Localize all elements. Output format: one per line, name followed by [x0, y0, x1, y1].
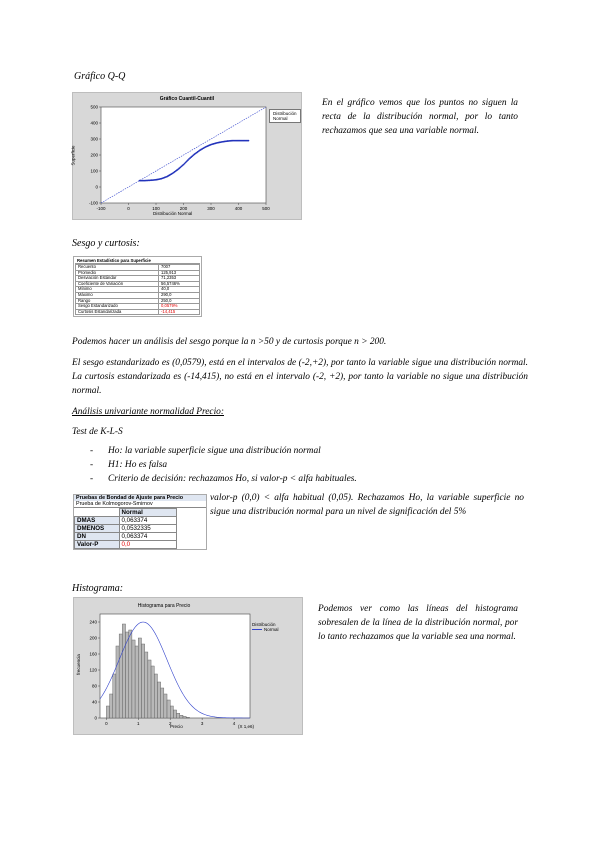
- hist-bar: [141, 644, 144, 718]
- hist-ytick-label: 40: [91, 699, 97, 705]
- ks-table: [74, 508, 177, 549]
- qq-xtick-label: 400: [234, 206, 243, 211]
- sesgo-row-label: Desviación Estándar: [76, 276, 159, 282]
- hist-xtick-label: 4: [232, 721, 236, 726]
- hist-text: Podemos ver como las líneas del histograma sobresalen de la línea de la distribución normal, por lo tanto rechazamos que la variable sea una normal.: [318, 604, 518, 642]
- paragraph-1: Podemos hacer un análisis del sesgo porque la n >50 y de curtosis porque n > 200.: [72, 337, 387, 347]
- sesgo-row-value: -14,415: [159, 309, 200, 315]
- hist-bar: [177, 713, 180, 718]
- hist-legend-line2: Normal: [264, 627, 279, 632]
- hist-xtick-label: 2: [168, 721, 172, 726]
- qq-xtick-label: 300: [207, 206, 215, 211]
- ks-row: [75, 525, 177, 533]
- hist-legend-swatch: [252, 629, 262, 630]
- sesgo-row-label: Máximo: [76, 292, 159, 298]
- hist-bar: [129, 630, 132, 718]
- ks-row-label: Valor-P: [75, 541, 120, 549]
- qq-ytick-label: -100: [88, 200, 98, 206]
- hist-bar: [164, 694, 167, 718]
- sesgo-table-title: Resumen Estadístico para Superficie: [75, 258, 200, 264]
- hist-ytick-label: 160: [89, 651, 97, 657]
- qq-plot: [70, 93, 301, 219]
- sesgo-row-label: Rango: [76, 298, 159, 304]
- ks-text: valor-p (0,0) < alfa habitual (0,05). Rechazamos Ho, la variable superficie no sigue una distribución normal para un nivel de significación del 5%: [210, 493, 524, 517]
- qq-xlabel: Distribución Normal: [153, 211, 193, 216]
- sesgo-row-value: 7007: [159, 265, 200, 271]
- hist-xtick-label: 1: [137, 721, 140, 726]
- qq-ytick-label: 100: [90, 168, 98, 174]
- hypotheses-list: [90, 444, 510, 486]
- qq-ytick-label: 0: [95, 184, 98, 190]
- sesgo-row-label: Recuento: [76, 265, 159, 271]
- sesgo-row-label: Coeficiente de Variación: [76, 281, 159, 287]
- hist-bar: [173, 710, 176, 718]
- ks-row-value: 0,0: [119, 541, 176, 549]
- sesgo-table-box: [73, 256, 202, 317]
- sesgo-row-value: 0,0579%: [159, 304, 200, 310]
- hist-ytick-label: 120: [89, 667, 97, 673]
- hist-bar: [170, 706, 173, 718]
- ks-row: [75, 533, 177, 541]
- hist-bar: [132, 640, 135, 718]
- paragraph-2: El sesgo estandarizado es (0,0579), está en el intervalos de (-2,+2), por tanto la variable sigue una distribución normal. La curtosis estandarizada es (-14,415), no está en el intervalo (-2, +2), por tanto la variable no sigue una distribución normal.: [72, 358, 528, 396]
- hist-xlabel: Precio: [170, 724, 183, 729]
- hist-xtick-label: 0: [105, 721, 108, 726]
- qq-ylabel: Superficie: [70, 145, 76, 166]
- qq-ytick-label: 400: [90, 120, 98, 126]
- hist-bar: [135, 646, 138, 718]
- qq-xtick-label: 0: [127, 206, 130, 211]
- qq-xtick-label: 200: [179, 206, 188, 211]
- hist-bar: [106, 706, 109, 718]
- ks-col-header: Normal: [119, 509, 176, 517]
- paragraph-3: Análisis univariante normalidad Precio:: [72, 407, 224, 417]
- hypothesis-criterion: - Criterio de decisión: rechazamos Ho, si valor-p < alfa habituales.: [90, 472, 510, 486]
- ks-row-value: 0,063374: [119, 517, 176, 525]
- hist-bar: [119, 634, 122, 718]
- hist-bar: [110, 694, 113, 718]
- hist-bar: [148, 660, 151, 718]
- qq-text: En el gráfico vemos que los puntos no siguen la recta de la distribución normal, por lo tanto rechazamos que sea una variable normal.: [322, 98, 518, 136]
- ks-table-box: [73, 494, 207, 550]
- sesgo-row-value: 250,0: [159, 298, 200, 304]
- hist-legend-line1: Distribución: [252, 622, 276, 627]
- sesgo-row-value: 125,913: [159, 270, 200, 276]
- qq-point: [248, 140, 250, 142]
- hist-ytick-label: 200: [89, 635, 97, 641]
- paragraph-4: Test de K-L-S: [72, 427, 123, 437]
- qq-ytick-label: 300: [90, 136, 98, 142]
- sesgo-table: [75, 264, 200, 315]
- qq-ytick-label: 500: [90, 104, 98, 110]
- hist-bar: [180, 715, 183, 718]
- qq-xtick-label: -100: [96, 206, 106, 211]
- hist-legend: [252, 622, 279, 632]
- hist-heading: Histograma:: [72, 583, 124, 594]
- hist-bar: [157, 682, 160, 718]
- hist-ytick-label: 0: [94, 715, 97, 721]
- hist-bar: [154, 674, 157, 718]
- ks-row-label: DMAS: [75, 517, 120, 525]
- sesgo-row-label: Sesgo Estandarizado: [76, 304, 159, 310]
- sesgo-row: [76, 309, 200, 315]
- hist-bar: [145, 652, 148, 718]
- hist-ytick-label: 240: [89, 619, 97, 625]
- hist-xtick-label: 3: [200, 721, 204, 726]
- ks-row-value: 0,063374: [119, 533, 176, 541]
- hist-xunit: (X 1,e6): [238, 724, 255, 729]
- qq-legend-line1: Distribución: [273, 111, 297, 116]
- hist-plot: [74, 598, 302, 734]
- hist-ylabel: frecuencia: [75, 654, 81, 675]
- hist-bar: [186, 717, 189, 718]
- ks-table-subtitle: Prueba de Kolmogorov-Smirnov: [74, 501, 206, 508]
- ks-row: [75, 541, 177, 549]
- hypothesis-ho: - Ho: la variable superficie sigue una distribución normal: [90, 444, 510, 458]
- ks-table-title: Pruebas de Bondad de Ajuste para Precio: [74, 495, 206, 501]
- qq-legend-line2: Normal: [273, 116, 288, 121]
- hist-ytick-label: 80: [91, 683, 97, 689]
- qq-legend: [269, 109, 301, 123]
- qq-xtick-label: 100: [152, 206, 160, 211]
- qq-xtick-label: 500: [262, 206, 270, 211]
- hist-bar: [167, 700, 170, 718]
- hypothesis-h1: - H1: Ho es falsa: [90, 458, 510, 472]
- hist-bar: [113, 674, 116, 718]
- ks-row-label: DN: [75, 533, 120, 541]
- sesgo-row-label: Curtosis Estandarizada: [76, 309, 159, 315]
- qq-heading: Gráfico Q-Q: [74, 71, 126, 82]
- hist-bar: [183, 716, 186, 718]
- hist-bar: [116, 646, 119, 718]
- hist-bar: [126, 632, 129, 718]
- qq-ytick-label: 200: [90, 152, 98, 158]
- hist-chart-title: Histograma para Precio: [137, 603, 191, 609]
- sesgo-row-value: 71,2353: [159, 276, 200, 282]
- sesgo-row-value: 40,0: [159, 287, 200, 293]
- sesgo-heading: Sesgo y curtosis:: [72, 238, 140, 249]
- sesgo-row-label: Mínimo: [76, 287, 159, 293]
- sesgo-row-label: Promedio: [76, 270, 159, 276]
- hist-bar: [161, 688, 164, 718]
- ks-row-label: DMENOS: [75, 525, 120, 533]
- hist-chart: [73, 597, 303, 735]
- ks-row: [75, 517, 177, 525]
- hist-bar: [122, 624, 125, 718]
- hist-bar: [151, 666, 154, 718]
- sesgo-row-value: 290,0: [159, 292, 200, 298]
- qq-chart-title: Gráfico Cuantil-Cuantil: [159, 96, 215, 102]
- ks-row-value: 0,0532335: [119, 525, 176, 533]
- sesgo-row-value: 56,5746%: [159, 281, 200, 287]
- hist-bar: [138, 638, 141, 718]
- qq-chart: [72, 92, 302, 220]
